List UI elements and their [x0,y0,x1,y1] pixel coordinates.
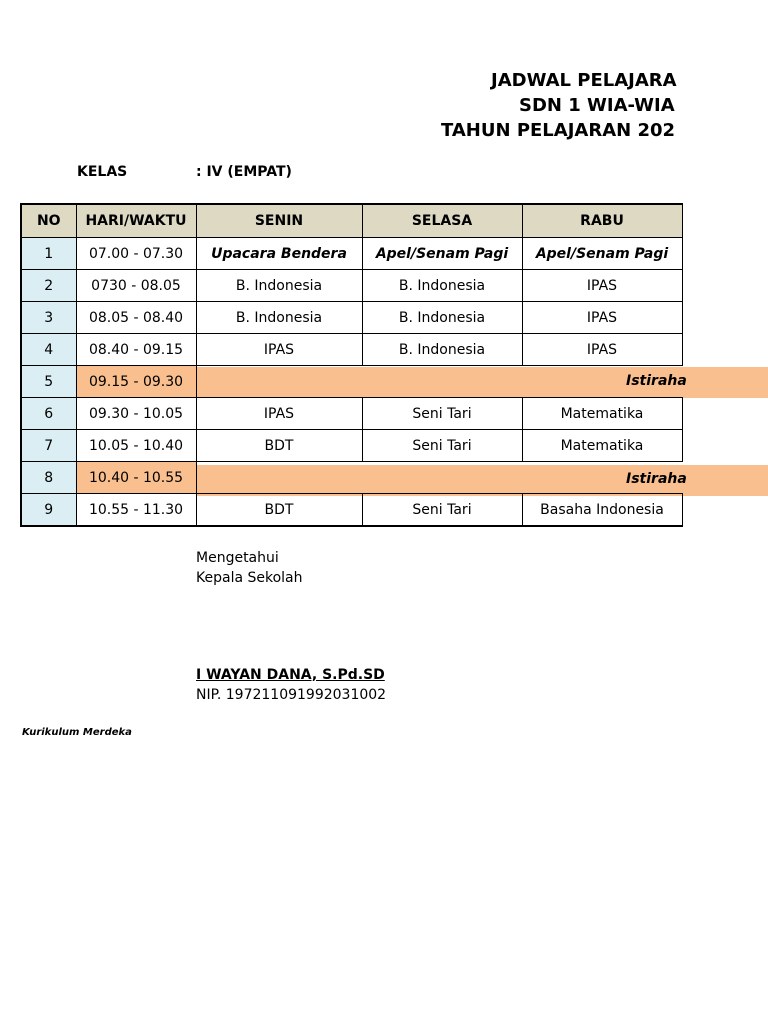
cell-selasa: B. Indonesia [362,302,522,334]
kelas-value: : IV (EMPAT) [196,164,292,180]
cell-rabu: Apel/Senam Pagi [522,238,682,270]
cell-rabu: Matematika [522,430,682,462]
row-number: 2 [21,270,76,302]
cell-senin: IPAS [196,334,362,366]
row-time: 09.30 - 10.05 [76,398,196,430]
table-row [21,302,682,334]
row-time: 10.05 - 10.40 [76,430,196,462]
schedule-table-wrap [20,203,683,527]
schedule-table [20,203,683,527]
cell-selasa: Seni Tari [362,398,522,430]
table-row [21,334,682,366]
title-line-1: JADWAL PELAJARA [491,70,677,91]
cell-selasa: B. Indonesia [362,270,522,302]
cell-senin: BDT [196,430,362,462]
column-header-rabu: RABU [522,204,682,238]
document-title [0,66,682,146]
column-header-time: HARI/WAKTU [76,204,196,238]
table-row [21,270,682,302]
row-number: 9 [21,494,76,527]
row-number: 7 [21,430,76,462]
cell-selasa: B. Indonesia [362,334,522,366]
break-cell [196,366,682,398]
row-number: 6 [21,398,76,430]
kelas-label: KELAS [77,164,128,180]
row-number: 5 [21,366,76,398]
row-time: 08.40 - 09.15 [76,334,196,366]
cell-rabu: IPAS [522,302,682,334]
cell-senin: BDT [196,494,362,527]
curriculum-note: Kurikulum Merdeka [22,727,132,738]
row-number: 1 [21,238,76,270]
row-time: 0730 - 08.05 [76,270,196,302]
break-cell [196,462,682,494]
cell-rabu: IPAS [522,270,682,302]
table-row [21,398,682,430]
row-number: 8 [21,462,76,494]
break-row [21,366,682,398]
table-row [21,494,682,527]
column-header-selasa: SELASA [362,204,522,238]
cell-senin: IPAS [196,398,362,430]
cell-rabu: Basaha Indonesia [522,494,682,527]
row-time: 10.55 - 11.30 [76,494,196,527]
signature-line-2: Kepala Sekolah [196,570,303,586]
title-line-3: TAHUN PELAJARAN 202 [441,120,676,141]
row-time: 09.15 - 09.30 [76,366,196,398]
table-row [21,238,682,270]
principal-nip: NIP. 197211091992031002 [196,687,387,703]
break-label: Istiraha [626,373,687,389]
table-row [21,430,682,462]
cell-selasa: Seni Tari [362,494,522,527]
signature-line-1: Mengetahui [196,550,279,566]
cell-rabu: Matematika [522,398,682,430]
column-header-no: NO [21,204,76,238]
cell-selasa: Apel/Senam Pagi [362,238,522,270]
break-label: Istiraha [626,471,687,487]
title-line-2: SDN 1 WIA-WIA [519,95,675,116]
row-number: 3 [21,302,76,334]
principal-name: I WAYAN DANA, S.Pd.SD [196,667,385,683]
row-time: 10.40 - 10.55 [76,462,196,494]
row-time: 07.00 - 07.30 [76,238,196,270]
cell-selasa: Seni Tari [362,430,522,462]
break-row [21,462,682,494]
cell-senin: Upacara Bendera [196,238,362,270]
row-number: 4 [21,334,76,366]
row-time: 08.05 - 08.40 [76,302,196,334]
column-header-senin: SENIN [196,204,362,238]
cell-rabu: IPAS [522,334,682,366]
cell-senin: B. Indonesia [196,302,362,334]
cell-senin: B. Indonesia [196,270,362,302]
table-header-row [21,204,682,238]
